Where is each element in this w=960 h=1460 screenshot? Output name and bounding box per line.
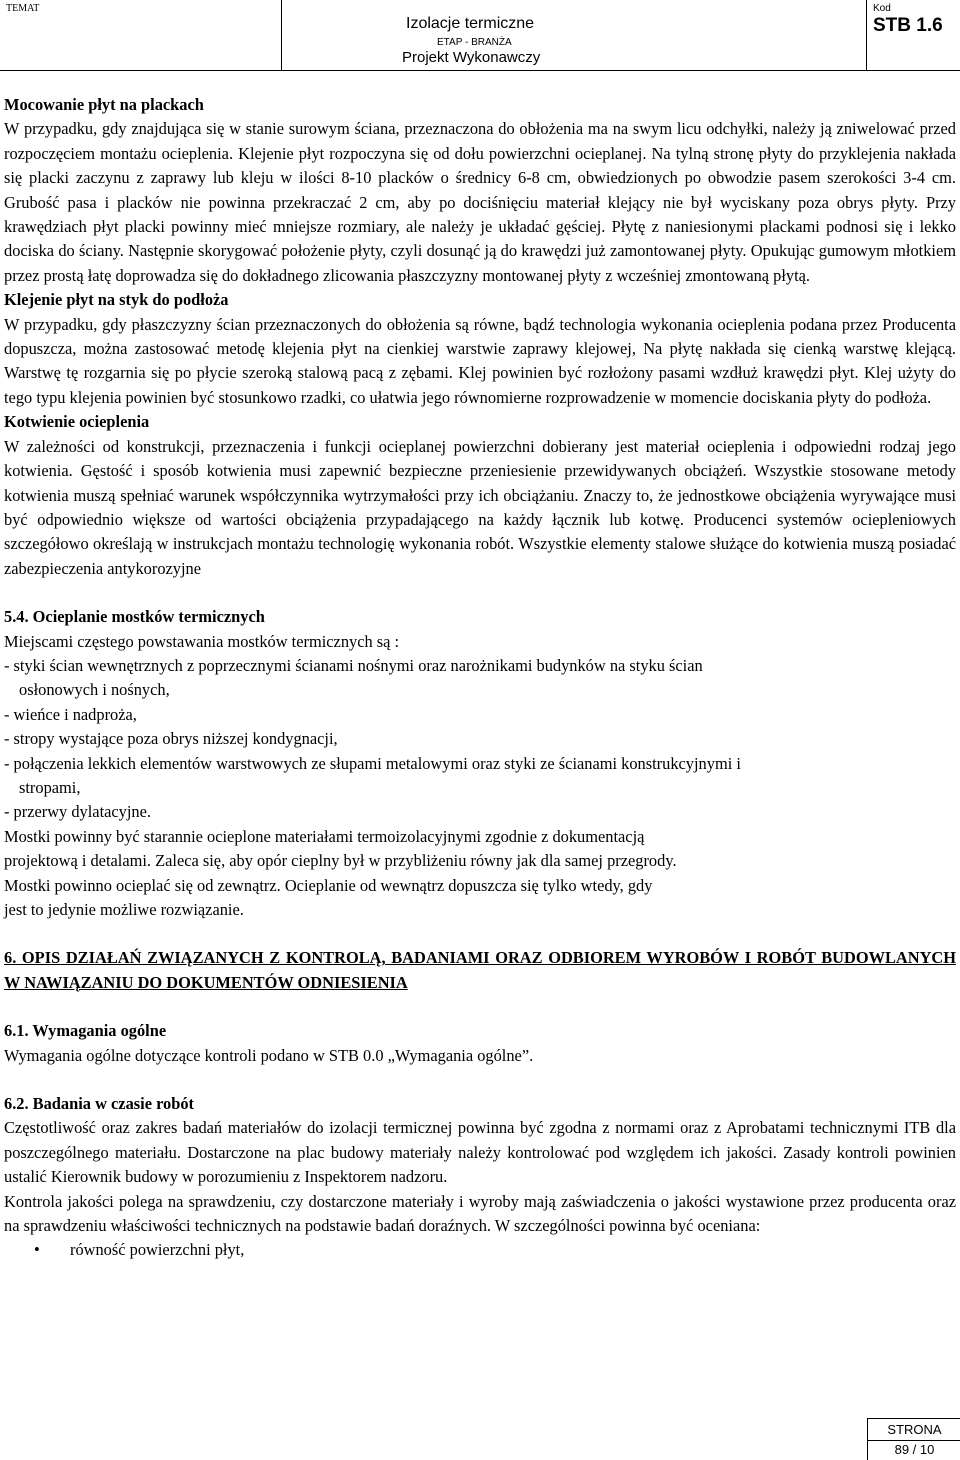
section-heading: 6.2. Badania w czasie robót — [4, 1094, 195, 1114]
list-item: - styki ścian wewnętrznych z poprzecznymi ścianami nośnymi oraz narożnikami budynków na styku ścian — [4, 655, 703, 675]
section-heading: Kotwienie ocieplenia — [4, 412, 150, 432]
paragraph-line: Mostki powinno ocieplać się od zewnątrz. Ocieplanie od wewnątrz dopuszcza się tylko wtedy, gdy — [4, 875, 653, 895]
bullet-icon: • — [34, 1240, 40, 1260]
spacer — [4, 581, 956, 605]
document-body — [4, 93, 956, 1263]
section-heading: 5.4. Ocieplanie mostków termicznych — [4, 607, 265, 627]
bullet-list-item — [4, 1238, 956, 1262]
list-item-continuation: stropami, — [19, 777, 81, 797]
list-item: - połączenia lekkich elementów warstwowych ze słupami metalowymi oraz styki ze ścianami konstrukcyjnymi i — [4, 753, 741, 773]
section-heading: Mocowanie płyt na plackach — [4, 95, 204, 114]
paragraph: Częstotliwość oraz zakres badań materiałów do izolacji termicznej powinna być zgodna z normami oraz z Aprobatami technicznymi ITB dla poszczególnego materiału. Dostarczone na plac budowy materiały należy kontrolować pod względem ich jakości. Zasady kontroli powinien ustalić Kierownik budowy w porozumieniu z Inspektorem nadzoru. — [4, 1118, 956, 1187]
spacer — [4, 922, 956, 946]
footer-divider — [868, 1440, 960, 1441]
page-number: 89 / 10 — [894, 1442, 935, 1457]
list-item-continuation: osłonowych i nośnych, — [19, 680, 170, 700]
paragraph: Miejscami częstego powstawania mostków termicznych są : — [4, 631, 400, 651]
temat-label: TEMAT — [6, 3, 40, 14]
page-label: STRONA — [887, 1422, 942, 1437]
spacer — [4, 1068, 956, 1092]
paragraph: W przypadku, gdy płaszczyzny ścian przeznaczonych do obłożenia są równe, bądź technologia wykonania ocieplenia podana przez Producenta dopuszcza, można zastosować metodę klejenia płyt na cienkiej warstwie zaprawy klejowej, Na płytę nakłada się cienką warstwę klejącą. Warstwę tę rozgarnia się po płycie szeroką stalową pacą z zębami. Klej powinien być rozłożony pasami wzdłuż krawędzi płyt. Klej użyty do tego typu klejenia powinien być stosunkowo rzadki, co ułatwia jego równomierne rozprowadzenie w momencie dociskania płyty do podłoża. — [4, 314, 956, 407]
list-item: - stropy wystające poza obrys niższej kondygnacji, — [4, 729, 338, 749]
header-cell-temat — [0, 0, 282, 70]
paragraph: Wymagania ogólne dotyczące kontroli podano w STB 0.0 „Wymagania ogólne”. — [4, 1045, 534, 1065]
kod-label: Kod — [873, 3, 891, 14]
page-footer — [867, 1418, 960, 1460]
etap-label: ETAP - BRANŻA — [437, 37, 512, 48]
list-item: - przerwy dylatacyjne. — [4, 802, 151, 822]
header-cell-kod — [867, 0, 960, 70]
paragraph: W przypadku, gdy znajdująca się w stanie surowym ściana, przeznaczona do obłożenia ma na swym licu odchyłki, należy ją zniwelować przed rozpoczęciem montażu ocieplenia. Klejenie płyt rozpoczyna się od dołu powierzchni ocieplanej. Na tylną stronę płyty do przyklejenia nakłada się placki zaczynu z zaprawy lub kleju w ilości 8-10 placków o średnicy 6-8 cm, obwiedzionych po obwodzie pasem szerokości 3-4 cm. Grubość pasa i placków nie powinna przekraczać 2 cm, aby po dociśnięciu materiał klejący nie był wyciskany poza obrys płyty. Przy krawędziach płyt placki powinny mieć mniejsze rozmiary, ale należy je układać gęściej. Płytę z naniesionymi plackami podnosi się i lekko dociska do ściany. Następnie skorygować położenie płyty, czyli dosunąć ją do krawędzi już zamontowanej płyty. Opukując gumowym młotkiem przez prostą łatę doprowadza się do dokładnego zlicowania płaszczyzny montowanej płyty z wcześniej zmontowaną płytą. — [4, 119, 956, 285]
section-heading: Klejenie płyt na styk do podłoża — [4, 290, 229, 310]
paragraph: Kontrola jakości polega na sprawdzeniu, czy dostarczone materiały i wyroby mają zaświadczenia o jakości wystawione przez producenta oraz na sprawdzeniu właściwości technicznych na podstawie badań doraźnych. W szczególności powinna być oceniana: — [4, 1191, 956, 1236]
header-cell-title — [282, 0, 867, 70]
chapter-heading: 6. OPIS DZIAŁAŃ ZWIĄZANYCH Z KONTROLĄ, BADANIAMI ORAZ ODBIOREM WYROBÓW I ROBÓT BUDOWLANYCH W NAWIĄZANIU DO DOKUMENTÓW ODNIESIENIA — [4, 948, 956, 992]
document-title: Izolacje termiczne — [406, 15, 535, 32]
document-header — [0, 0, 960, 70]
project-label: Projekt Wykonawczy — [402, 49, 541, 66]
header-divider — [0, 70, 960, 71]
paragraph-line: projektową i detalami. Zaleca się, aby opór cieplny był w przybliżeniu równy jak dla samej przegrody. — [4, 851, 677, 871]
spacer — [4, 995, 956, 1019]
paragraph: W zależności od konstrukcji, przeznaczenia i funkcji ocieplanej powierzchni dobierany jest materiał ocieplenia i odpowiedni rodzaj jego kotwienia. Gęstość i sposób kotwienia musi zapewnić bezpieczne przeniesienie przewidywanych obciążeń. Wszystkie stosowane metody kotwienia muszą spełniać warunek współczynnika wytrzymałości przy ich obciążaniu. Znaczy to, że jednostkowe obciążenia wyrywające musi być odpowiednio większe od wartości obciążenia przypadającego na każdy łącznik lub kotwę. Producenci systemów ociepleniowych szczegółowo określają w instrukcjach montażu technologię wykonania robót. Wszystkie elementy stalowe służące do kotwienia muszą posiadać zabezpieczenia antykorozyjne — [4, 436, 956, 578]
bullet-text: równość powierzchni płyt, — [70, 1240, 245, 1260]
paragraph-line: jest to jedynie możliwe rozwiązanie. — [4, 900, 244, 919]
list-item: - wieńce i nadproża, — [4, 704, 137, 724]
section-heading: 6.1. Wymagania ogólne — [4, 1021, 167, 1041]
kod-value: STB 1.6 — [873, 15, 943, 36]
paragraph-line: Mostki powinny być starannie ocieplone materiałami termoizolacyjnymi zgodnie z dokumentacją — [4, 826, 645, 846]
